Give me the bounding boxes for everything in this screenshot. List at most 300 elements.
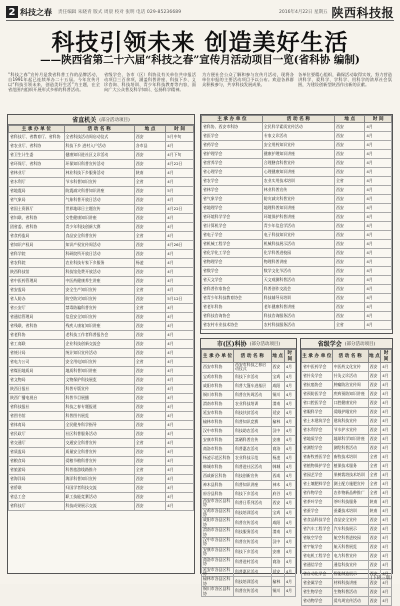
table-cell: 西安 xyxy=(334,258,364,267)
table-row xyxy=(302,480,392,489)
table-row xyxy=(202,417,296,426)
table-row xyxy=(302,408,392,417)
table-cell: 西安 xyxy=(134,277,165,286)
panel-title-text: 市(区)科协 xyxy=(216,341,247,348)
table-cell: 归国学者科技交流 xyxy=(64,484,134,493)
table-row xyxy=(202,390,296,399)
table-cell: 4月 xyxy=(284,489,295,498)
table-cell: 陕南 xyxy=(368,498,381,507)
table-cell: 4月 xyxy=(381,372,392,381)
table-cell: 延安 xyxy=(271,567,284,577)
table-row xyxy=(202,426,296,435)
table-row xyxy=(9,268,194,277)
table-cell: 省国土资源厅 xyxy=(9,205,65,214)
table-cell: 4月 xyxy=(166,340,194,349)
table-cell: 植保技术服务 xyxy=(332,462,368,471)
table-cell: 科技下乡活动 xyxy=(233,547,271,557)
table-cell: 4月 xyxy=(365,150,392,159)
table-cell: 西安 xyxy=(134,331,165,340)
table-row xyxy=(9,475,194,484)
table-cell: 4月 xyxy=(381,453,392,462)
table-cell: 西安 xyxy=(368,363,381,372)
table-panel-continued xyxy=(200,114,393,334)
table-cell: 西安 xyxy=(334,312,364,321)
table-row xyxy=(9,286,194,295)
table-header-row xyxy=(202,350,296,363)
table-cell: 4月 xyxy=(166,259,194,268)
table-cell: 4月 xyxy=(166,430,194,439)
table-cell: 省科普作家协会 xyxy=(202,285,263,294)
table-cell: 省物理学会 xyxy=(202,258,263,267)
column-header: 时 间 xyxy=(381,350,392,363)
table-cell: 4月 xyxy=(365,267,392,276)
table-row xyxy=(9,232,194,241)
table-cell: 4月 xyxy=(166,331,194,340)
table-cell: 省农村专业技术协会 xyxy=(202,321,263,330)
table-row xyxy=(202,249,392,258)
table-row xyxy=(202,435,296,444)
table-cell: 省自动化学会 xyxy=(302,570,333,579)
table-cell: 5月 xyxy=(166,187,194,196)
table-cell: 宝鸡 xyxy=(271,372,284,381)
table-cell: 省眼科学会 xyxy=(302,408,333,417)
table-cell: 老科技工作者科普报告会 xyxy=(64,331,134,340)
table-cell: 省粮食局 xyxy=(9,457,65,466)
table-cell: 4月 xyxy=(166,214,194,223)
table-cell: 4月 xyxy=(166,412,194,421)
table-cell: 科普宣传活动 xyxy=(233,587,271,597)
table-cell: 4月 xyxy=(166,493,194,502)
table-cell: 女性健康知识讲座 xyxy=(64,214,134,223)
table-cell: 西安 xyxy=(368,552,381,561)
table-cell: 4月 xyxy=(166,178,194,187)
table-cell: 西安 xyxy=(134,250,165,259)
table-cell: 省青少年科技教育协会 xyxy=(202,294,263,303)
table-cell: 西安 xyxy=(334,168,364,177)
table-row xyxy=(9,250,194,259)
panel-title-note: (部分活动项目) xyxy=(344,341,376,347)
table-cell: 农村科技服务活动 xyxy=(262,321,334,330)
table-row xyxy=(9,394,194,403)
table-cell: 安康市各县区科协 xyxy=(202,547,234,557)
table-cell: 省安监局 xyxy=(9,286,65,295)
panel-title xyxy=(201,339,296,349)
table-cell: 交通安全科普宣传 xyxy=(64,439,134,448)
table-row xyxy=(202,285,392,294)
table-row xyxy=(9,322,194,331)
table-cell: 渭南市各县区科协 xyxy=(202,528,234,538)
table-cell: 杨凌 xyxy=(271,453,284,462)
table-row xyxy=(9,223,194,232)
table-cell: 4月 xyxy=(284,587,295,597)
table-cell: 全省 xyxy=(334,177,364,186)
table-cell: 爱粮节粮科普宣传 xyxy=(64,457,134,466)
table-cell: 西安 xyxy=(134,421,165,430)
table-cell: 4月 xyxy=(365,195,392,204)
table-row xyxy=(202,240,392,249)
table-cell: 4月 xyxy=(381,534,392,543)
table-cell: 省林学会 xyxy=(202,186,263,195)
table-cell: 省地质学会 xyxy=(302,435,333,444)
table-cell: 省中医药学会 xyxy=(302,363,333,372)
table-cell: 4月 xyxy=(166,358,194,367)
table-cell: 4月 xyxy=(284,453,295,462)
table-cell: 西安 xyxy=(134,385,165,394)
table-cell: 西安 xyxy=(134,394,165,403)
table-cell: 信息安全知识宣传 xyxy=(64,313,134,322)
table-row xyxy=(9,340,194,349)
table-row xyxy=(302,525,392,534)
table-cell: 测绘科普活动 xyxy=(332,444,368,453)
table-cell: 4月 xyxy=(166,448,194,457)
table-cell: 西安 xyxy=(334,159,364,168)
table-row xyxy=(9,502,194,511)
table-cell: 4月 xyxy=(166,313,194,322)
table-cell: 省化学化工学会 xyxy=(202,249,263,258)
column-header: 主 承 办 单 位 xyxy=(302,350,333,363)
table-cell: 全省 xyxy=(134,358,165,367)
table-cell: 4月 xyxy=(381,417,392,426)
table-cell: 地质科普知识讲座 xyxy=(64,367,134,376)
table-row xyxy=(202,267,392,276)
table-cell: 西安 xyxy=(134,241,165,250)
table-cell: 4月 xyxy=(284,363,295,373)
table-cell: 4月 xyxy=(365,294,392,303)
table-cell: 铜川市各区县科协 xyxy=(202,587,234,597)
table-cell: 榆林 xyxy=(271,417,284,426)
table-row xyxy=(9,187,194,196)
table-cell: 榆林 xyxy=(271,577,284,587)
table-cell: 中医药健康养生讲座 xyxy=(64,277,134,286)
table-row xyxy=(202,168,392,177)
table-cell: 生物科普活动 xyxy=(332,588,368,597)
table-cell: 省文物局 xyxy=(9,376,65,385)
table-row xyxy=(9,376,194,385)
table-cell: 西安 xyxy=(368,435,381,444)
intro-paragraph: 各单位要精心组织，确保活动取得实效，努力营造讲科学、爱科学、学科学、用科学的浓厚社会氛围，为建设创新型陕西作出新的贡献。 xyxy=(298,72,392,87)
table-cell: 全省 xyxy=(368,480,381,489)
table-cell: 4月 xyxy=(381,363,392,372)
table-cell: 韩城 xyxy=(271,462,284,471)
panel-title-text: 省直机关 xyxy=(72,117,97,124)
table-cell: 西安 xyxy=(368,579,381,588)
table-cell: 4月 xyxy=(381,408,392,417)
panel-title-text: 省级学会 xyxy=(317,341,342,348)
table-row xyxy=(202,471,296,480)
table-cell: 4月 xyxy=(381,543,392,552)
table-cell: 农作物新品种推广 xyxy=(332,489,368,498)
table-cell: 4月 xyxy=(284,372,295,381)
table-cell: 西安 xyxy=(368,426,381,435)
activity-table xyxy=(201,115,392,330)
table-cell: 省土木建筑学会 xyxy=(302,417,333,426)
table-row xyxy=(202,372,296,381)
intro-paragraph: 省级学会、各市（区）科协及有关单位共申报活动项目三百余项，涵盖科普讲座、科技下乡、义诊咨询、科技培训、青少年科技教育等内容，面向广大公众普及科学知识、弘扬科学精神。 xyxy=(104,72,196,92)
table-cell: 科技创新宣传 xyxy=(233,471,271,480)
table-row xyxy=(202,231,392,240)
column-header: 主 承 办 单 位 xyxy=(202,116,263,123)
table-row xyxy=(9,133,194,142)
table-cell: 铜川 xyxy=(271,390,284,399)
table-cell: 4月 xyxy=(284,399,295,408)
table-row xyxy=(9,205,194,214)
table-cell: 省老科协 xyxy=(9,331,65,340)
table-cell: 4月 xyxy=(381,426,392,435)
table-cell: 物理科普讲座 xyxy=(262,258,334,267)
table-cell: 防空防灾知识宣传 xyxy=(64,295,134,304)
table-cell: 榆林市科协 xyxy=(202,417,234,426)
column-header: 活 动 名 称 xyxy=(332,350,368,363)
table-row xyxy=(9,331,194,340)
table-cell: 通信科技宣传 xyxy=(332,561,368,570)
table-cell: 科技下乡活动 xyxy=(233,489,271,498)
table-cell: 全省 xyxy=(134,439,165,448)
table-cell: 4月 xyxy=(365,321,392,330)
table-panel-municipal xyxy=(200,338,297,596)
table-cell: 省煤田地质局 xyxy=(9,367,65,376)
table-cell: 4月 xyxy=(365,204,392,213)
table-cell: 西安 xyxy=(368,399,381,408)
column-header: 主 承 办 单 位 xyxy=(9,126,65,133)
table-row xyxy=(302,516,392,525)
table-cell: 省土壤肥料学会 xyxy=(302,480,333,489)
table-cell: 4月 xyxy=(381,570,392,579)
table-cell: 4月 xyxy=(365,222,392,231)
table-cell: 西安 xyxy=(334,222,364,231)
table-cell: 科普日系列活动 xyxy=(233,498,271,508)
table-cell: 宝鸡 xyxy=(271,508,284,518)
table-cell: 4月 xyxy=(284,471,295,480)
table-cell: 地理科普知识讲座 xyxy=(262,204,334,213)
table-row xyxy=(302,435,392,444)
table-row xyxy=(9,484,194,493)
table-cell: 省侨联 xyxy=(9,484,65,493)
table-row xyxy=(302,471,392,480)
table-cell: 西安 xyxy=(134,322,165,331)
table-cell: 汉中市科协 xyxy=(202,426,234,435)
table-cell: 渭南市科协 xyxy=(202,399,234,408)
table-cell: 西安 xyxy=(134,349,165,358)
table-cell: 4月 xyxy=(166,475,194,484)
table-cell: 省科技报社 xyxy=(9,403,65,412)
table-cell: 4月 xyxy=(166,142,194,151)
table-cell: 4月 xyxy=(166,169,194,178)
table-cell: 省护理学会 xyxy=(202,150,263,159)
table-cell: 4月 xyxy=(284,577,295,587)
table-cell: 防震减灾科普知识讲座 xyxy=(64,187,134,196)
table-cell: 省体育局 xyxy=(9,421,65,430)
table-cell: 西安 xyxy=(134,430,165,439)
table-cell: 西安 xyxy=(368,444,381,453)
table-row xyxy=(302,444,392,453)
table-cell: 4月 xyxy=(284,381,295,390)
table-cell: 4月 xyxy=(381,390,392,399)
table-cell: 渭南 xyxy=(271,528,284,538)
table-cell: 省抗癌协会 xyxy=(302,381,333,390)
table-row xyxy=(302,390,392,399)
table-cell: 老年健康科普讲座 xyxy=(262,303,334,312)
table-cell: 西安 xyxy=(134,313,165,322)
table-row xyxy=(302,417,392,426)
table-row xyxy=(202,489,296,498)
table-cell: 科普旅游线路推介 xyxy=(64,466,134,475)
table-cell: 西安 xyxy=(134,268,165,277)
table-cell: 西安 xyxy=(368,408,381,417)
table-cell: 4月 xyxy=(365,159,392,168)
table-cell: 省食品科技学会 xyxy=(302,516,333,525)
table-cell: 西安市科协 xyxy=(202,363,234,373)
table-cell: 科技馆免费开放活动 xyxy=(64,268,134,277)
table-cell: 4月 xyxy=(365,132,392,141)
table-cell: 4月 xyxy=(381,435,392,444)
table-cell: 西安 xyxy=(334,213,364,222)
table-cell: 科普宣传周活动 xyxy=(233,390,271,399)
table-cell: 5月中旬 xyxy=(166,133,194,142)
table-row xyxy=(9,448,194,457)
table-cell: 4月22日 xyxy=(166,205,194,214)
table-row xyxy=(302,426,392,435)
table-row xyxy=(202,213,392,222)
table-row xyxy=(302,372,392,381)
table-panel-province xyxy=(7,114,195,574)
table-cell: 省作物学会 xyxy=(302,489,333,498)
table-cell: 4月 xyxy=(284,408,295,417)
table-row xyxy=(202,587,296,597)
table-cell: 西安 xyxy=(368,372,381,381)
intro-paragraph: 为方便社会公众了解和参与宣传月活动，现将各单位申报的主要活动项目予以公布。欢迎各界群众积极参与，共享科技发展成果。 xyxy=(202,72,294,87)
table-cell: 西安 xyxy=(334,267,364,276)
table-row xyxy=(9,412,194,421)
column-header: 时 间 xyxy=(284,350,295,363)
table-cell: 4月 xyxy=(284,547,295,557)
table-cell: 西咸新区科协 xyxy=(202,471,234,480)
table-row xyxy=(302,498,392,507)
table-cell: 航空科普进校园 xyxy=(332,534,368,543)
table-cell: 省民政厅 xyxy=(9,430,65,439)
table-cell: 环境保护科普讲座 xyxy=(262,213,334,222)
table-cell: 农业实用技术培训 xyxy=(262,177,334,186)
table-cell: 节水护水宣传 xyxy=(332,426,368,435)
table-row xyxy=(202,186,392,195)
table-cell: 西安 xyxy=(334,303,364,312)
table-cell: 4月 xyxy=(381,525,392,534)
table-cell: 4月 xyxy=(166,394,194,403)
column-header: 地 点 xyxy=(334,116,364,123)
table-cell: 科技咨询服务活动 xyxy=(262,312,334,321)
table-cell: 西安 xyxy=(134,151,165,160)
table-cell: 西安 xyxy=(134,493,165,502)
table-cell: 省科技厅、省教育厅、省科协 xyxy=(9,133,65,142)
table-cell: 质量安全科普宣传 xyxy=(64,448,134,457)
table-cell: 西安 xyxy=(368,570,381,579)
table-row xyxy=(9,151,194,160)
table-row xyxy=(9,196,194,205)
table-cell: 省科学院 xyxy=(9,250,65,259)
table-header-row xyxy=(9,126,194,133)
table-row xyxy=(202,150,392,159)
table-row xyxy=(302,363,392,372)
table-row xyxy=(202,222,392,231)
table-row xyxy=(202,498,296,508)
editor-credits: 责任编辑 朱晓青 版式 周晨 校对 张明 电话 029-85236689 xyxy=(58,10,182,15)
table-cell: 省残联、省科协 xyxy=(9,322,65,331)
table-row xyxy=(9,367,194,376)
table-cell: 西安 xyxy=(134,196,165,205)
table-cell: 西安 xyxy=(134,133,165,142)
table-cell: 科普进社区活动 xyxy=(233,462,271,471)
table-cell: 省医学会 xyxy=(202,132,263,141)
table-cell: 商洛 xyxy=(271,444,284,453)
table-row xyxy=(202,276,392,285)
table-cell: 省农科院 xyxy=(9,259,65,268)
table-cell: 电力科普宣传 xyxy=(332,552,368,561)
table-row xyxy=(202,363,296,373)
table-cell: 省卫生计生委 xyxy=(9,151,65,160)
section-name: 科技之春 xyxy=(20,6,52,17)
panel-title-note: (部分活动项目) xyxy=(249,341,281,347)
table-cell: 全省 xyxy=(134,232,165,241)
table-cell: 4月 xyxy=(381,561,392,570)
table-cell: 4月26日 xyxy=(166,241,194,250)
table-cell: 4月 xyxy=(284,538,295,548)
table-row xyxy=(202,159,392,168)
table-row xyxy=(202,321,392,330)
table-cell: 西安 xyxy=(271,498,284,508)
table-row xyxy=(9,457,194,466)
table-cell: 省心理学会 xyxy=(202,168,263,177)
table-cell: 咸阳市各县区科协 xyxy=(202,518,234,528)
table-cell: 科普图书展览 xyxy=(64,412,134,421)
table-cell: 4月 xyxy=(284,567,295,577)
table-row xyxy=(9,439,194,448)
table-row xyxy=(202,303,392,312)
table-cell: 建筑科技宣传 xyxy=(332,417,368,426)
table-cell: 全民科学素质宣传活动 xyxy=(262,123,334,132)
table-cell: 西安 xyxy=(334,285,364,294)
table-cell: 省知识产权局 xyxy=(9,241,65,250)
table-row xyxy=(9,349,194,358)
table-cell: 4月 xyxy=(166,223,194,232)
table-cell: 汽车科技展示 xyxy=(332,525,368,534)
table-cell: 4月 xyxy=(381,579,392,588)
headline: 科技引领未来 创造美好生活 xyxy=(51,29,349,56)
table-cell: 林业科普宣传 xyxy=(262,186,334,195)
table-cell: 汉中 xyxy=(271,538,284,548)
table-cell: 省测绘学会 xyxy=(302,444,333,453)
table-cell: 西安 xyxy=(134,367,165,376)
table-cell: 延安市科协 xyxy=(202,408,234,417)
table-row xyxy=(202,177,392,186)
table-row xyxy=(202,258,392,267)
table-cell: 4月 xyxy=(166,466,194,475)
header-rule xyxy=(6,20,394,21)
table-cell: 陕西科技馆 xyxy=(9,268,65,277)
table-cell: 农业科技培训 xyxy=(233,399,271,408)
table-cell: 4月 xyxy=(166,250,194,259)
table-cell: 西安市科技之春启动仪式 xyxy=(233,363,271,373)
table-cell: 省水利厅 xyxy=(9,178,65,187)
table-cell: 4月 xyxy=(381,471,392,480)
table-cell: 科普惠民活动 xyxy=(233,567,271,577)
activity-table xyxy=(201,349,296,597)
table-cell: 蚕桑技术培训 xyxy=(332,507,368,516)
table-header-row xyxy=(302,350,392,363)
table-cell: 4月 xyxy=(365,276,392,285)
table-cell: 4月 xyxy=(381,444,392,453)
table-row xyxy=(202,381,296,390)
table-cell: 防灾减灾科普宣传 xyxy=(262,195,334,204)
table-cell: 全省 xyxy=(368,471,381,480)
